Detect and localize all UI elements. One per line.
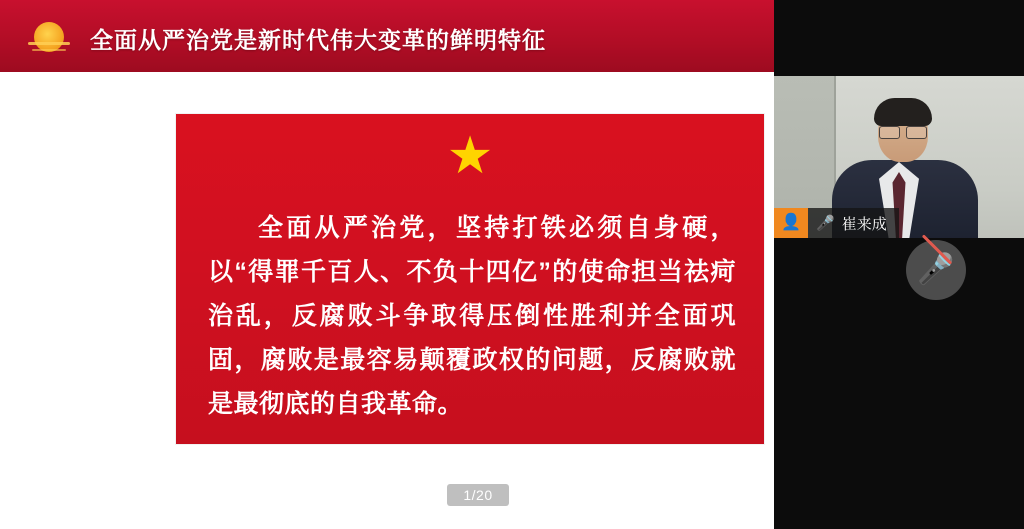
slide-body-text: 全面从严治党，坚持打铁必须自身硬，以“得罪千百人、不负十四亿”的使命担当祛疴治乱，反腐败斗争取得压倒性胜利并全面巩固，腐败是最容易颠覆政权的问题，反腐败就是最彻底的自我革命。 [208, 214, 736, 418]
participant-video-tile[interactable] [774, 76, 1024, 238]
five-pointed-star-icon: ★ [446, 127, 494, 185]
slide-content-card [176, 114, 764, 444]
participant-name: 崔来成 [841, 215, 887, 233]
participant-name-field [808, 208, 899, 238]
person-icon: 👤 [774, 208, 808, 238]
slide-title: 全面从严治党是新时代伟大变革的鲜明特征 [90, 27, 546, 53]
participant-hair [874, 98, 932, 126]
page-indicator: 1/20 [447, 484, 509, 506]
participant-name-bar [774, 208, 899, 238]
microphone-muted-icon[interactable]: 🎤 [906, 240, 966, 300]
sunrise-icon [28, 16, 70, 58]
video-panel [774, 0, 1024, 529]
microphone-icon: 🎤 [816, 214, 835, 232]
participant-glasses [878, 126, 928, 138]
